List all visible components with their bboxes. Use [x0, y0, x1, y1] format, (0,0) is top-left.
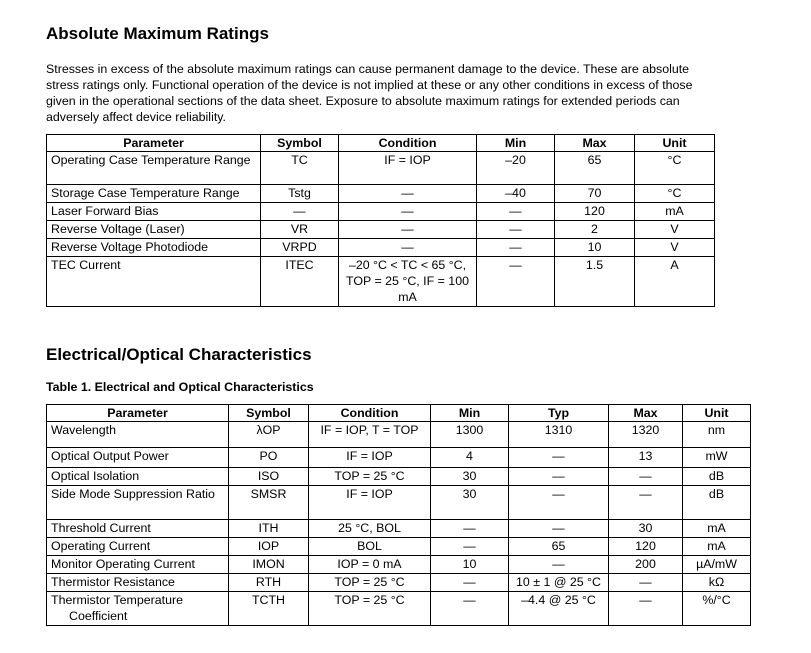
cell-typ	[509, 448, 609, 468]
cell-symbol-text: VR	[290, 222, 309, 236]
cell-max-text: 30	[638, 521, 653, 535]
cell-min-text: —	[463, 521, 476, 535]
cell-parameter	[47, 520, 229, 538]
cell-max	[555, 185, 635, 203]
header-symbol: Symbol	[261, 135, 339, 152]
cell-unit	[635, 257, 715, 307]
cell-parameter	[47, 538, 229, 556]
cell-unit	[635, 152, 715, 185]
cell-typ	[509, 422, 609, 448]
cell-parameter-text: Thermistor Temperature Coefficient	[51, 593, 183, 623]
cell-symbol	[229, 556, 309, 574]
cell-symbol	[229, 592, 309, 626]
cell-max	[609, 538, 683, 556]
cell-condition-text: –20 °C < TC < 65 °C, TOP = 25 °C, IF = 100 mA	[346, 258, 469, 304]
cell-condition	[309, 422, 431, 448]
cell-symbol-text: ITEC	[285, 258, 314, 272]
cell-min-text: 10	[462, 557, 477, 571]
cell-typ-text: –4.4 @ 25 °C	[521, 593, 596, 607]
cell-symbol-text: ITH	[258, 521, 279, 535]
cell-symbol	[261, 257, 339, 307]
section-title-electrical-optical: Electrical/Optical Characteristics	[46, 345, 312, 364]
cell-max	[555, 203, 635, 221]
cell-symbol-text: IOP	[257, 539, 280, 553]
cell-unit-text: nm	[707, 423, 726, 437]
cell-min-text: 30	[462, 487, 477, 501]
cell-min-text: —	[463, 575, 476, 589]
cell-max	[609, 592, 683, 626]
table-row	[47, 468, 751, 486]
header-parameter: Parameter	[47, 135, 261, 152]
cell-min	[477, 239, 555, 257]
cell-unit-text: mW	[705, 449, 728, 463]
cell-max-text: 2	[591, 222, 598, 236]
cell-symbol	[229, 486, 309, 520]
cell-symbol	[261, 185, 339, 203]
cell-symbol-text: SMSR	[250, 487, 287, 501]
cell-symbol-text: IMON	[252, 557, 285, 571]
cell-max-text: —	[639, 487, 652, 501]
cell-max	[555, 257, 635, 307]
cell-min-text: –20	[505, 153, 526, 167]
cell-unit-text: mA	[665, 204, 684, 218]
cell-symbol-text: VRPD	[282, 240, 317, 254]
cell-unit-text: kΩ	[708, 575, 725, 589]
cell-min	[431, 592, 509, 626]
cell-symbol-text: PO	[259, 449, 278, 463]
cell-condition-text: IF = IOP	[384, 153, 431, 167]
cell-max	[609, 556, 683, 574]
cell-condition	[309, 556, 431, 574]
cell-condition	[309, 574, 431, 592]
cell-min-text: –40	[505, 186, 526, 200]
cell-max-text: 120	[584, 204, 605, 218]
cell-symbol-text: —	[293, 204, 306, 218]
cell-condition	[309, 520, 431, 538]
cell-parameter-text: Operating Case Temperature Range	[51, 153, 251, 167]
table-row	[47, 592, 751, 626]
cell-condition-text: IF = IOP	[346, 487, 393, 501]
cell-max-text: —	[639, 593, 652, 607]
cell-unit-text: A	[670, 258, 679, 272]
cell-typ-text: —	[552, 449, 565, 463]
cell-unit	[635, 203, 715, 221]
cell-parameter-text: TEC Current	[51, 258, 121, 272]
cell-max-text: 1.5	[585, 258, 604, 272]
cell-min-text: —	[463, 539, 476, 553]
cell-unit-text: µA/mW	[696, 557, 737, 571]
cell-condition-text: 25 °C, BOL	[338, 521, 401, 535]
table-row	[47, 152, 715, 185]
table-row	[47, 221, 715, 239]
cell-max-text: 70	[587, 186, 602, 200]
cell-unit-text: dB	[708, 487, 725, 501]
cell-typ	[509, 574, 609, 592]
cell-min-text: 30	[462, 469, 477, 483]
cell-min-text: —	[509, 222, 522, 236]
cell-symbol	[261, 203, 339, 221]
cell-parameter-text: Operating Current	[51, 539, 151, 553]
section-title-absolute-max: Absolute Maximum Ratings	[46, 24, 269, 43]
cell-typ	[509, 468, 609, 486]
cell-min-text: 1300	[455, 423, 484, 437]
cell-unit	[635, 221, 715, 239]
cell-parameter	[47, 257, 261, 307]
cell-min	[431, 520, 509, 538]
cell-condition	[339, 221, 477, 239]
cell-unit-text: V	[670, 240, 679, 254]
cell-max	[609, 486, 683, 520]
cell-unit	[683, 556, 751, 574]
cell-max	[609, 574, 683, 592]
table-header-row	[47, 135, 715, 152]
cell-condition	[309, 486, 431, 520]
cell-min-text: —	[509, 258, 522, 272]
electrical-optical-table	[46, 404, 751, 626]
cell-min-text: —	[463, 593, 476, 607]
cell-unit	[683, 468, 751, 486]
cell-parameter-text: Thermistor Resistance	[51, 575, 175, 589]
cell-unit-text: dB	[708, 469, 725, 483]
cell-typ	[509, 486, 609, 520]
cell-parameter-text: Reverse Voltage (Laser)	[51, 222, 185, 236]
cell-unit-text: °C	[667, 186, 682, 200]
cell-parameter	[47, 239, 261, 257]
cell-symbol-text: λOP	[256, 423, 281, 437]
cell-symbol	[229, 468, 309, 486]
table-row	[47, 538, 751, 556]
cell-typ-text: —	[552, 469, 565, 483]
cell-symbol	[261, 152, 339, 185]
cell-max-text: —	[639, 575, 652, 589]
header-min: Min	[477, 135, 555, 152]
cell-max-text: 10	[587, 240, 602, 254]
cell-unit-text: °C	[667, 153, 682, 167]
cell-min	[477, 221, 555, 239]
cell-parameter-text: Optical Output Power	[51, 449, 169, 463]
cell-typ-text: —	[552, 557, 565, 571]
cell-min-text: 4	[466, 449, 473, 463]
cell-min	[431, 468, 509, 486]
cell-condition-text: TOP = 25 °C	[334, 593, 405, 607]
cell-symbol-text: TCTH	[251, 593, 286, 607]
cell-max	[609, 520, 683, 538]
cell-min	[477, 257, 555, 307]
cell-unit-text: V	[670, 222, 679, 236]
cell-condition-text: TOP = 25 °C	[334, 575, 405, 589]
cell-max	[555, 221, 635, 239]
table-row	[47, 422, 751, 448]
cell-max	[555, 239, 635, 257]
cell-unit-text: mA	[707, 521, 726, 535]
cell-max-text: 120	[635, 539, 656, 553]
cell-unit	[635, 239, 715, 257]
cell-condition	[339, 152, 477, 185]
cell-unit-text: mA	[707, 539, 726, 553]
cell-parameter	[47, 574, 229, 592]
cell-min	[431, 486, 509, 520]
cell-max-text: —	[639, 469, 652, 483]
cell-min	[477, 203, 555, 221]
table-row	[47, 239, 715, 257]
cell-symbol-text: RTH	[255, 575, 282, 589]
header-unit: Unit	[683, 405, 751, 422]
cell-condition	[309, 592, 431, 626]
cell-condition-text: —	[401, 186, 414, 200]
cell-min	[477, 185, 555, 203]
cell-typ	[509, 538, 609, 556]
header-min: Min	[431, 405, 509, 422]
cell-unit	[683, 520, 751, 538]
cell-parameter-text: Laser Forward Bias	[51, 204, 159, 218]
table-row	[47, 203, 715, 221]
cell-max-text: 13	[638, 449, 653, 463]
cell-condition-text: —	[401, 240, 414, 254]
table-row	[47, 574, 751, 592]
cell-min	[431, 538, 509, 556]
cell-parameter-text: Reverse Voltage Photodiode	[51, 240, 209, 254]
cell-symbol-text: TC	[291, 153, 308, 167]
table-row	[47, 486, 751, 520]
cell-condition	[339, 185, 477, 203]
table-caption: Table 1. Electrical and Optical Characteristics	[46, 380, 314, 394]
cell-max-text: 200	[635, 557, 656, 571]
cell-typ-text: 1310	[544, 423, 573, 437]
cell-parameter-text: Optical Isolation	[51, 469, 140, 483]
cell-condition-text: IOP = 0 mA	[337, 557, 402, 571]
cell-parameter	[47, 592, 229, 626]
cell-unit	[683, 592, 751, 626]
cell-parameter	[47, 468, 229, 486]
cell-condition-text: IF = IOP	[346, 449, 393, 463]
absolute-max-table	[46, 134, 715, 307]
cell-symbol	[229, 520, 309, 538]
cell-min	[431, 422, 509, 448]
cell-unit	[683, 448, 751, 468]
cell-condition	[309, 448, 431, 468]
cell-typ	[509, 520, 609, 538]
table-row	[47, 257, 715, 307]
header-unit: Unit	[635, 135, 715, 152]
cell-symbol	[229, 574, 309, 592]
cell-condition-text: IF = IOP, T = TOP	[320, 423, 419, 437]
table-row	[47, 556, 751, 574]
cell-parameter-text: Side Mode Suppression Ratio	[51, 487, 215, 501]
cell-max	[609, 448, 683, 468]
cell-condition	[339, 203, 477, 221]
cell-parameter	[47, 486, 229, 520]
cell-parameter-text: Threshold Current	[51, 521, 151, 535]
cell-condition-text: BOL	[357, 539, 382, 553]
header-symbol: Symbol	[229, 405, 309, 422]
cell-unit	[683, 574, 751, 592]
cell-parameter	[47, 221, 261, 239]
cell-parameter	[47, 422, 229, 448]
intro-paragraph: Stresses in excess of the absolute maximum ratings can cause permanent damage to the device. These are absolute stress ratings only. Functional operation of the device is not implied at these or any other conditions in excess of those given in the operational sections of the data sheet. Exposure to absolute maximum ratings for extended periods can adversely affect device reliability.	[46, 62, 693, 124]
cell-symbol-text: Tstg	[288, 186, 311, 200]
cell-unit	[683, 486, 751, 520]
cell-condition	[339, 257, 477, 307]
cell-typ	[509, 556, 609, 574]
cell-min-text: —	[509, 240, 522, 254]
cell-unit	[635, 185, 715, 203]
cell-unit	[683, 422, 751, 448]
header-max: Max	[609, 405, 683, 422]
cell-symbol	[229, 448, 309, 468]
cell-typ-text: 65	[551, 539, 566, 553]
cell-symbol	[229, 538, 309, 556]
cell-max	[609, 422, 683, 448]
cell-max-text: 65	[587, 153, 602, 167]
cell-parameter-text: Monitor Operating Current	[51, 557, 195, 571]
table-row	[47, 185, 715, 203]
table-header-row	[47, 405, 751, 422]
header-condition: Condition	[339, 135, 477, 152]
cell-condition-text: TOP = 25 °C	[334, 469, 405, 483]
cell-max	[609, 468, 683, 486]
header-max: Max	[555, 135, 635, 152]
cell-parameter-text: Storage Case Temperature Range	[51, 186, 240, 200]
cell-parameter	[47, 203, 261, 221]
cell-unit	[683, 538, 751, 556]
cell-min-text: —	[509, 204, 522, 218]
table-row	[47, 448, 751, 468]
cell-typ-text: —	[552, 487, 565, 501]
cell-parameter-text: Wavelength	[51, 423, 116, 437]
cell-max	[555, 152, 635, 185]
cell-symbol	[261, 221, 339, 239]
table-row	[47, 520, 751, 538]
cell-parameter	[47, 152, 261, 185]
cell-symbol	[229, 422, 309, 448]
header-condition: Condition	[309, 405, 431, 422]
cell-condition	[339, 239, 477, 257]
cell-condition-text: —	[401, 222, 414, 236]
cell-typ-text: —	[552, 521, 565, 535]
cell-symbol	[261, 239, 339, 257]
cell-max-text: 1320	[631, 423, 660, 437]
cell-condition	[309, 468, 431, 486]
cell-typ	[509, 592, 609, 626]
header-typ: Typ	[509, 405, 609, 422]
cell-min	[431, 574, 509, 592]
cell-parameter	[47, 185, 261, 203]
header-parameter: Parameter	[47, 405, 229, 422]
cell-min	[431, 556, 509, 574]
cell-parameter	[47, 556, 229, 574]
cell-unit-text: %/°C	[702, 593, 731, 607]
cell-symbol-text: ISO	[257, 469, 280, 483]
cell-min	[431, 448, 509, 468]
cell-condition	[309, 538, 431, 556]
cell-condition-text: —	[401, 204, 414, 218]
cell-typ-text: 10 ± 1 @ 25 °C	[516, 575, 601, 589]
cell-min	[477, 152, 555, 185]
cell-parameter	[47, 448, 229, 468]
